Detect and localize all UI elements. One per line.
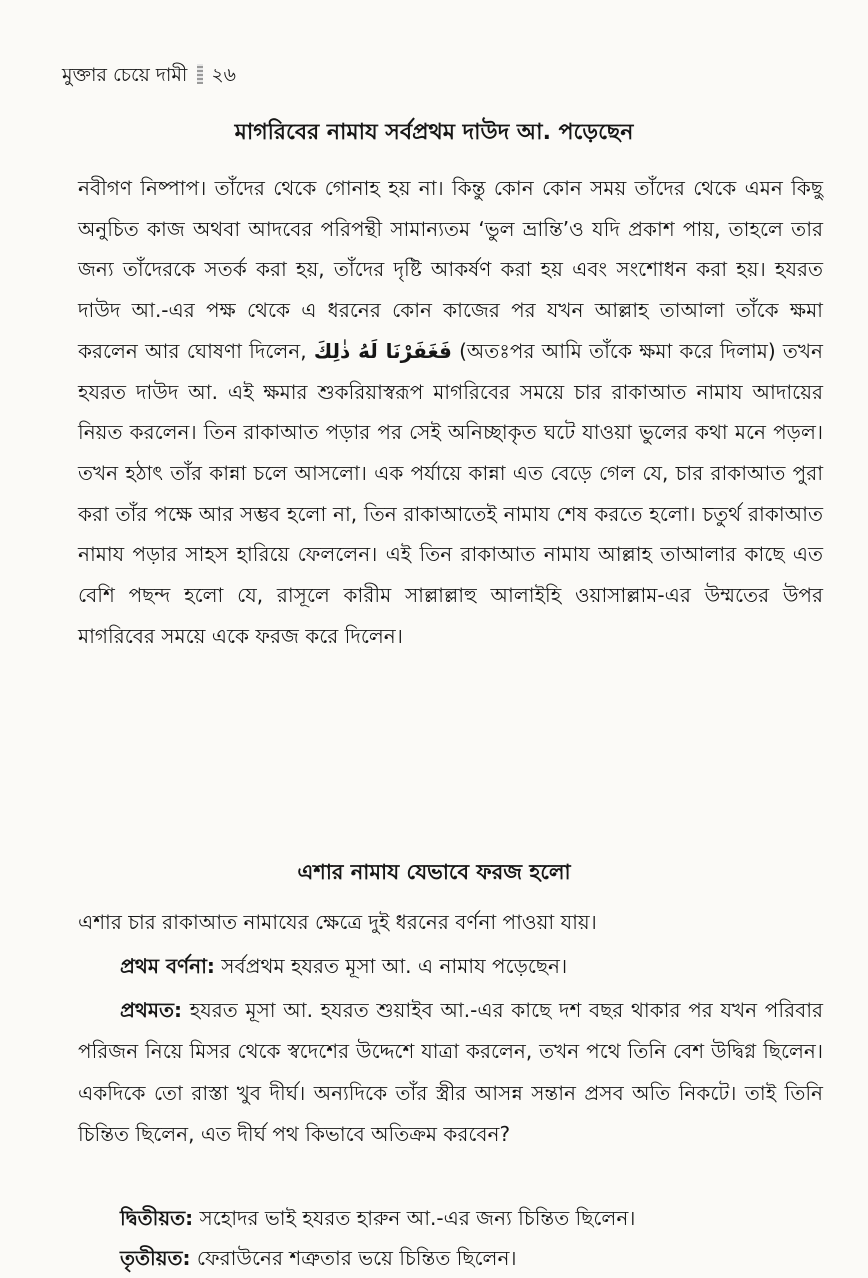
reason-first-label: প্রথমত: bbox=[120, 998, 182, 1022]
section-heading-maghrib: মাগরিবের নামায সর্বপ্রথম দাউদ আ. পড়েছেন bbox=[234, 120, 634, 145]
first-account-label: প্রথম বর্ণনা: bbox=[120, 954, 215, 978]
arabic-quote: فَغَفَرْنَا لَهُ ذٰلِكَ bbox=[313, 338, 452, 363]
reason-second-label: দ্বিতীয়ত: bbox=[120, 1206, 194, 1230]
paragraph-text-part2: (অতঃপর আমি তাঁকে ক্ষমা করে দিলাম) তখন হযরত দাউদ আ. এই ক্ষমার শুকরিয়াস্বরূপ মাগরিবের সময়ে চার রাকাআত নামায আদায়ের নিয়ত করলেন। তিন রাকাআত পড়ার পর সেই অনিচ্ছাকৃত ঘটে যাওয়া ভুলের কথা মনে পড়ল। তখন হঠাৎ তাঁর কান্না চলে আসলো। এক পর্যায়ে কান্না এত বেড়ে গেল যে, চার রাকাআত পুরা করা তাঁর পক্ষে আর সম্ভব হলো না, তিন রাকাআতেই নামায শেষ করতে হলো। চতুর্থ রাকাআত নামায পড়ার সাহস হারিয়ে ফেললেন। এই তিন রাকাআত নামায আল্লাহ তাআলার কাছে এত বেশি পছন্দ হলো যে, রাসূলে কারীম সাল্লাল্লাহু আলাইহি ওয়াসাল্লাম-এর উম্মতের উপর মাগরিবের সময়ে একে ফরজ করে দিলেন। bbox=[78, 338, 823, 648]
paragraph-maghrib bbox=[78, 168, 823, 656]
book-title: মুক্তার চেয়ে দামী bbox=[62, 64, 188, 86]
header-separator bbox=[197, 64, 203, 84]
section-heading-isha: এশার নামায যেভাবে ফরজ হলো bbox=[297, 860, 571, 884]
paragraph-reason-second bbox=[78, 1198, 823, 1238]
paragraph-text-part1: নবীগণ নিষ্পাপ। তাঁদের থেকে গোনাহ হয় না। কিন্তু কোন কোন সময় তাঁদের থেকে এমন কিছু অনুচিত কাজ অথবা আদবের পরিপন্থী সামান্যতম ‘ভুল ভ্রান্তি’ও যদি প্রকাশ পায়, তাহলে তার জন্য তাঁদেরকে সতর্ক করা হয়, তাঁদের দৃষ্টি আকর্ষণ করা হয় এবং সংশোধন করা হয়। হযরত দাউদ আ.-এর পক্ষ থেকে এ ধরনের কোন কাজের পর যখন আল্লাহ তাআলা তাঁকে ক্ষমা করলেন আর ঘোষণা দিলেন, bbox=[78, 176, 823, 363]
reason-third-text: ফেরাউনের শত্রুতার ভয়ে চিন্তিত ছিলেন। bbox=[196, 1246, 517, 1270]
first-account-text: সর্বপ্রথম হযরত মূসা আ. এ নামায পড়েছেন। bbox=[221, 954, 568, 978]
paragraph-reason-first bbox=[78, 990, 823, 1155]
running-header bbox=[62, 62, 236, 88]
page-number: ২৬ bbox=[211, 64, 237, 86]
reason-third-label: তৃতীয়ত: bbox=[120, 1246, 191, 1270]
reason-second-text: সহোদর ভাই হযরত হারুন আ.-এর জন্য চিন্তিত ছিলেন। bbox=[199, 1206, 636, 1230]
reason-first-text: হযরত মূসা আ. হযরত শুয়াইব আ.-এর কাছে দশ বছর থাকার পর যখন পরিবার পরিজন নিয়ে মিসর থেকে স্বদেশের উদ্দেশে যাত্রা করলেন, তখন পথে তিনি বেশ উদ্বিগ্ন ছিলেন। একদিকে তো রাস্তা খুব দীর্ঘ। অন্যদিকে তাঁর স্ত্রীর আসন্ন সন্তান প্রসব অতি নিকটে। তাই তিনি চিন্তিত ছিলেন, এত দীর্ঘ পথ কিভাবে অতিক্রম করবেন? bbox=[78, 998, 824, 1146]
paragraph-isha-intro: এশার চার রাকাআত নামাযের ক্ষেত্রে দুই ধরনের বর্ণনা পাওয়া যায়। bbox=[78, 910, 597, 934]
paragraph-first-account bbox=[78, 946, 823, 986]
paragraph-reason-third bbox=[78, 1238, 823, 1278]
